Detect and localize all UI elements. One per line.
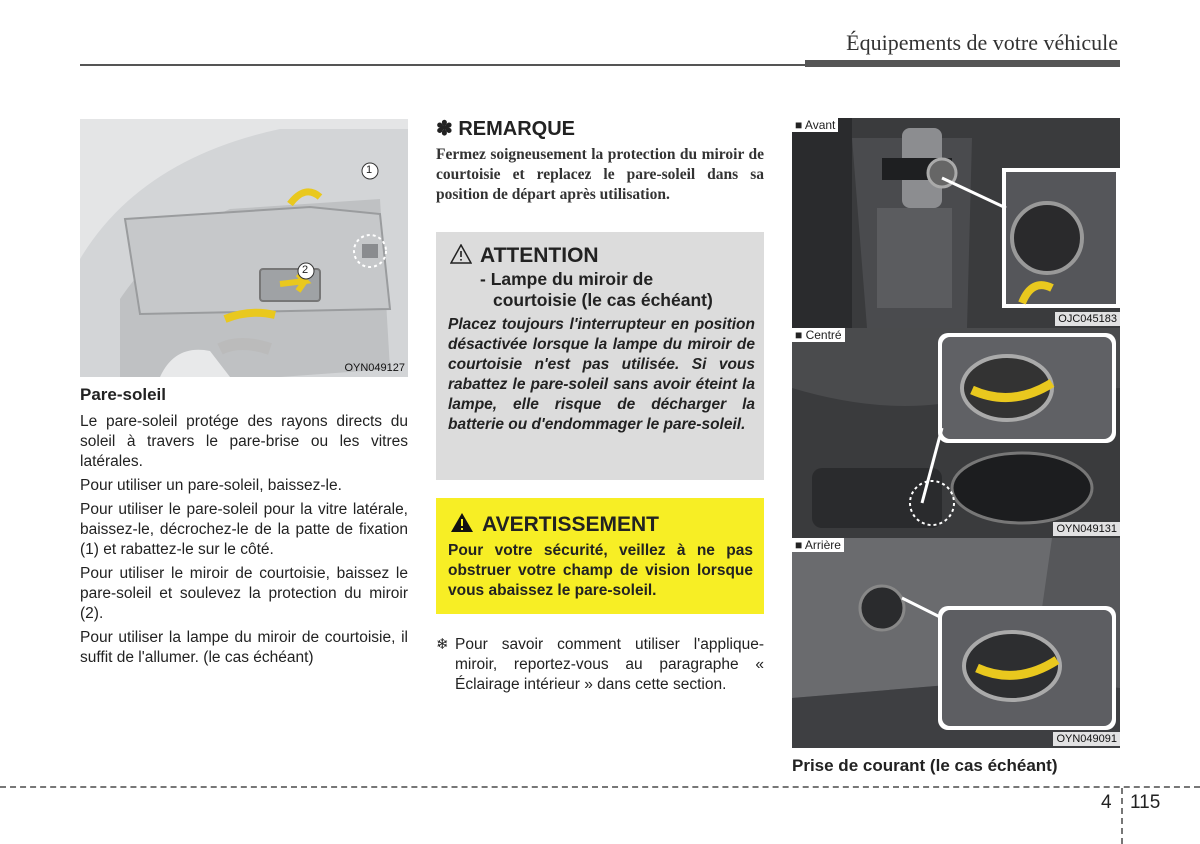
remark-body: Fermez soigneusement la protection du miroir de courtoisie et replacez le pare-soleil dans sa position de départ après utilisation. — [436, 146, 764, 203]
photo-rear-code: OYN049091 — [1053, 732, 1120, 746]
note-block — [436, 635, 764, 695]
remark-title: REMARQUE — [458, 118, 575, 140]
photo-center-image — [792, 328, 1120, 538]
sun-visor-figure — [80, 119, 408, 377]
attention-subtitle-2: courtoisie (le cas échéant) — [493, 290, 713, 310]
attention-box — [436, 232, 764, 480]
sun-visor-illustration — [80, 119, 408, 377]
footer-divider — [1121, 788, 1123, 844]
warning-triangle-filled-icon — [450, 512, 474, 538]
section-title-pare-soleil: Pare-soleil — [80, 385, 166, 404]
remark-symbol: ✽ — [436, 118, 453, 140]
callout-2: 2 — [302, 264, 309, 276]
paragraph: Pour utiliser un pare-soleil, baissez-le. — [80, 477, 342, 494]
photo-front-label: ■ Avant — [792, 118, 838, 132]
power-outlet-caption: Prise de courant (le cas échéant) — [792, 756, 1058, 775]
warning-title: AVERTISSEMENT — [482, 513, 659, 536]
photo-center-code: OYN049131 — [1053, 522, 1120, 536]
photo-rear-label: ■ Arrière — [792, 538, 844, 552]
chapter-number: 4 — [1101, 792, 1112, 813]
figure-code: OYN049127 — [344, 362, 405, 374]
paragraph: Pour utiliser la lampe du miroir de courtoisie, il suffit de l'allumer. (le cas échéant) — [80, 629, 408, 666]
warning-body: Pour votre sécurité, veillez à ne pas obstruer votre champ de vision lorsque vous abaissez le pare-soleil. — [448, 542, 753, 599]
remark-block — [436, 116, 764, 205]
photo-center-label: ■ Centré — [792, 328, 845, 342]
photo-front-image — [792, 118, 1120, 328]
attention-subtitle-1: - Lampe du miroir de — [480, 269, 654, 289]
attention-title: ATTENTION — [480, 244, 599, 267]
photo-rear — [792, 538, 1120, 748]
warning-triangle-outline-icon — [450, 244, 472, 269]
paragraph: Pour utiliser le miroir de courtoisie, baissez le pare-soleil et soulevez la protection du miroir (2). — [80, 565, 408, 622]
paragraph: Le pare-soleil protége des rayons directs du soleil à travers le pare-brise ou les vitres latérales. — [80, 413, 408, 470]
note-text: Pour savoir comment utiliser l'applique-miroir, reportez-vous au paragraphe « Éclairage intérieur » dans cette section. — [455, 636, 764, 693]
warning-box — [436, 498, 764, 614]
attention-body: Placez toujours l'interrupteur en position désactivée lorsque la lampe du miroir de courtoisie n'est pas utilisée. Si vous rabattez le pare-soleil sans avoir éteint la lampe, elle risque de décharger la batterie ou d'endommager le pare-soleil. — [448, 316, 755, 433]
photo-front-code: OJC045183 — [1055, 312, 1120, 326]
footer-dashed-rule — [0, 786, 1200, 788]
page-number: 115 — [1130, 792, 1161, 813]
header-rule-thick — [805, 60, 1120, 67]
callout-1: 1 — [366, 164, 373, 176]
photo-front — [792, 118, 1120, 328]
photo-rear-image — [792, 538, 1120, 748]
photo-center — [792, 328, 1120, 538]
page-header-title: Équipements de votre véhicule — [846, 30, 1118, 55]
note-symbol: ❄ — [436, 636, 449, 653]
paragraph: Pour utiliser le pare-soleil pour la vitre latérale, baissez-le, décrochez-le de la patte de fixation (1) et rabattez-le sur le côté. — [80, 501, 408, 558]
